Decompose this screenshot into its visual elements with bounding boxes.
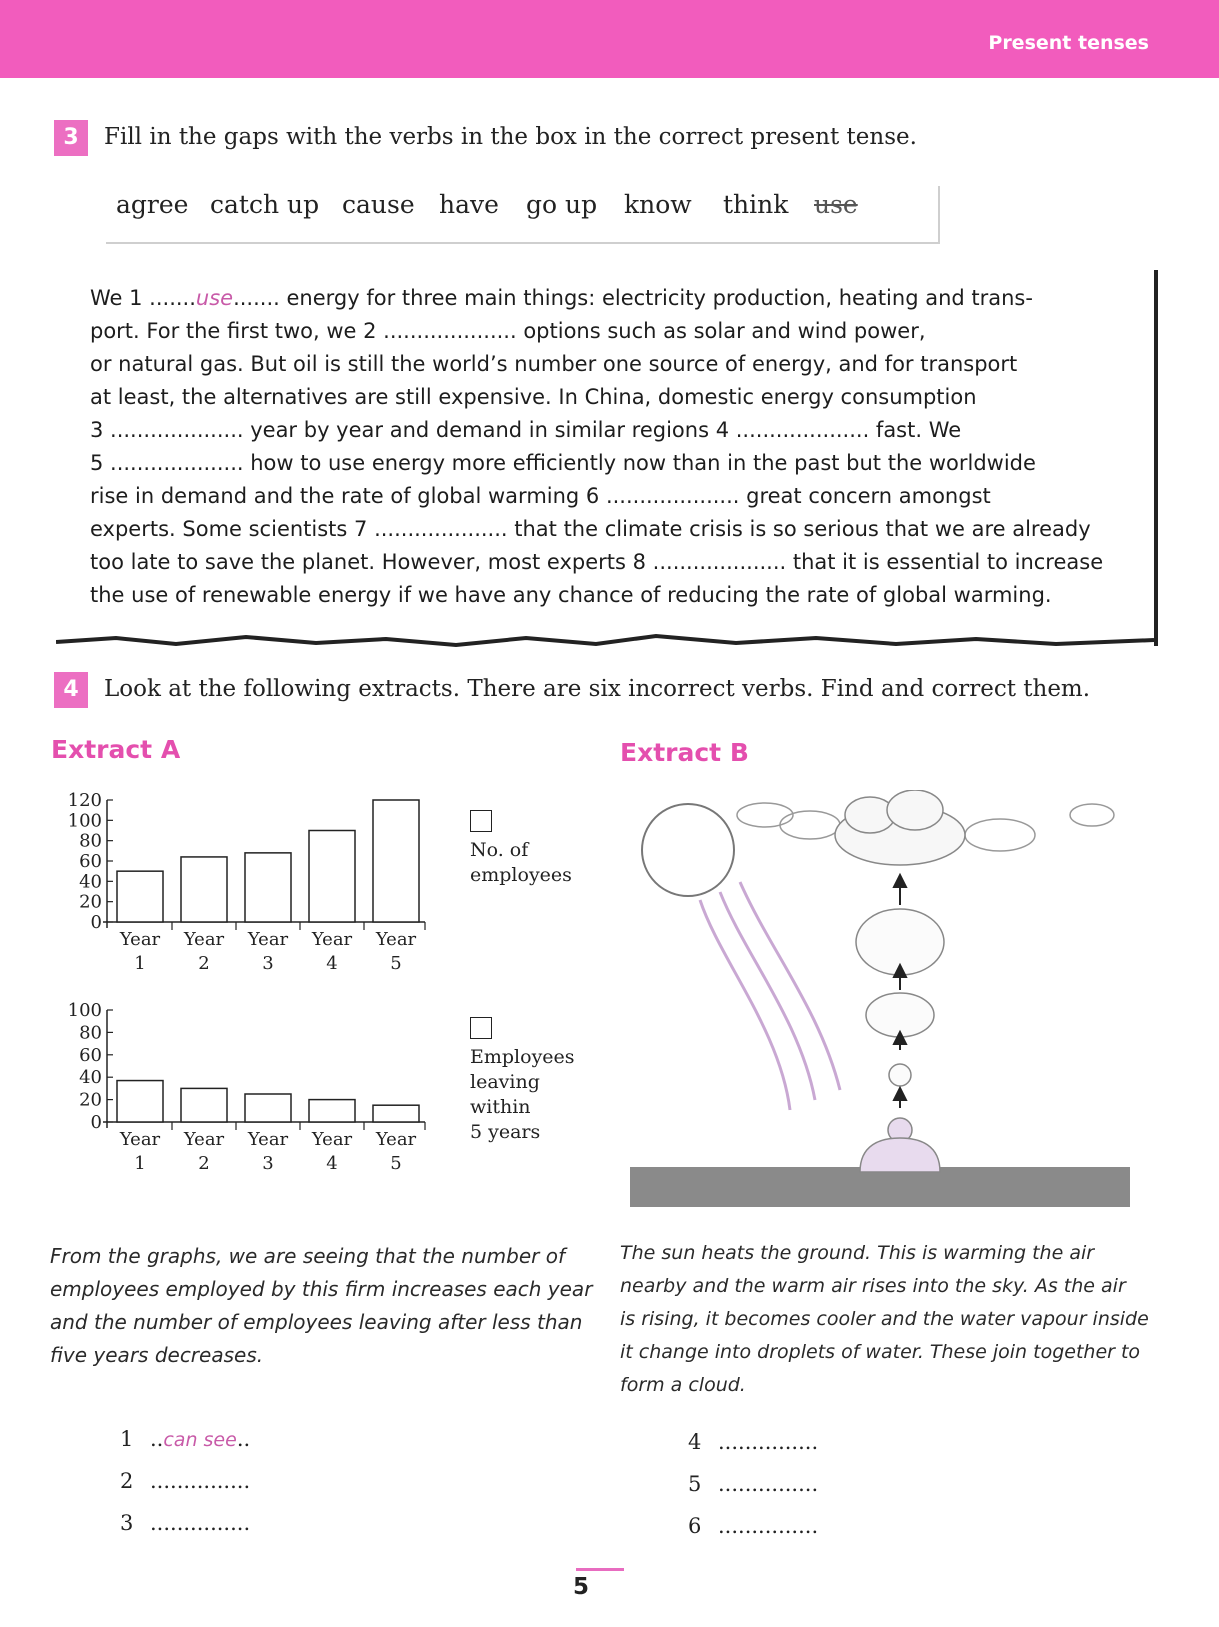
section-title: Present tenses [988,32,1149,54]
x-tick-label: Year [247,1129,289,1150]
text-line-9: too late to save the planet. However, most experts 8 .................... that it is essential to increase [90,550,1104,574]
header-bar [0,0,1219,78]
answer-row: 3 ............... [120,1511,251,1535]
answer-row: 5 ............... [688,1472,819,1496]
answer-row: 6 ............... [688,1514,819,1538]
extract-a-title: Extract A [51,735,181,764]
x-tick-label: 1 [134,1153,146,1174]
x-tick-label: Year [119,929,161,950]
x-tick-label: Year [375,929,417,950]
y-tick-label: 80 [79,830,102,852]
text-line-1: We 1 .......use....... energy for three main things: electricity production, heating and trans- [90,286,1033,310]
chart-employees [40,790,460,1010]
word-cause: cause [342,190,415,219]
sun-icon [642,804,734,896]
exercise-4-number: 4 [54,672,88,708]
bar [373,1105,419,1122]
x-tick-label: 4 [326,1153,338,1174]
exercise-3-number: 3 [54,120,88,156]
page-number: 5 [573,1574,590,1600]
y-tick-label: 100 [67,810,102,832]
text-line-10: the use of renewable energy if we have any chance of reducing the rate of global warming. [90,583,1052,607]
x-tick-label: Year [183,1129,225,1150]
x-tick-label: 3 [262,1153,274,1174]
torn-paper-edge [56,632,1156,652]
y-tick-label: 100 [67,1000,102,1021]
text-line-2: port. For the first two, we 2 .................... options such as solar and wind power, [90,319,926,343]
x-tick-label: 5 [390,1153,402,1174]
x-tick-label: Year [375,1129,417,1150]
handwritten-answer: can see [163,1429,237,1451]
bar [373,800,419,922]
bar [117,871,163,922]
text-line-6: 5 .................... how to use energy more efficiently now than in the past but the worldwide [90,451,1036,475]
word-know: know [624,190,692,219]
ground [630,1167,1130,1207]
word-go-up: go up [526,190,598,219]
exercise-3-instruction: Fill in the gaps with the verbs in the box in the correct present tense. [104,124,917,150]
y-tick-label: 0 [90,1112,102,1133]
text-line-3: or natural gas. But oil is still the world’s number one source of energy, and for transport [90,352,1018,376]
bar [245,853,291,922]
word-box [106,186,940,244]
answer-row: 4 ............... [688,1430,819,1454]
word-think: think [723,190,789,219]
x-tick-label: Year [247,929,289,950]
gap-fill-text-box [60,270,1158,646]
word-use-crossed: use [814,190,858,219]
extract-b-text: The sun heats the ground. This is warming the air nearby and the warm air rises into the sky. As the air is rising, it becomes cooler and the water vapour inside it change into droplets of water. These join together to form a cloud. [620,1242,1149,1396]
x-tick-label: 3 [262,953,274,974]
legend-employees: No. of employees [470,810,572,888]
bar [309,831,355,923]
text-line-5: 3 .................... year by year and demand in similar regions 4 .................... fast. We [90,418,962,442]
bar [245,1094,291,1122]
water-cycle-diagram [630,790,1150,1210]
text-line-4: at least, the alternatives are still expensive. In China, domestic energy consumption [90,385,977,409]
page-number-line [576,1568,624,1571]
text-line-7: rise in demand and the rate of global warming 6 .................... great concern amongst [90,484,991,508]
legend-swatch-1 [470,810,492,832]
y-tick-label: 80 [79,1022,102,1044]
x-tick-label: Year [311,1129,353,1150]
y-tick-label: 40 [79,871,102,893]
y-tick-label: 120 [67,790,102,811]
answer-row: 2 ............... [120,1469,251,1493]
bar [181,1088,227,1122]
bar [117,1081,163,1122]
y-tick-label: 20 [79,1089,102,1111]
bar [181,857,227,922]
x-tick-label: 4 [326,953,338,974]
word-catch-up: catch up [210,190,320,219]
y-tick-label: 40 [79,1067,102,1089]
extract-a-text: From the graphs, we are seeing that the number of employees employed by this firm increases each year and the number of employees leaving after less than five years decreases. [50,1244,593,1367]
answer-row: 1 ..can see.. [120,1427,251,1451]
y-tick-label: 60 [79,1044,102,1066]
x-tick-label: 2 [198,953,210,974]
word-have: have [439,190,499,219]
bar [309,1100,355,1122]
x-tick-label: 1 [134,953,146,974]
extract-b-title: Extract B [620,738,749,767]
chart-employees-leaving [40,1000,460,1220]
y-tick-label: 0 [90,912,102,933]
word-agree: agree [116,190,189,219]
x-tick-label: Year [183,929,225,950]
x-tick-label: Year [311,929,353,950]
gap-fill-paragraph [90,282,1180,612]
x-tick-label: 2 [198,1153,210,1174]
x-tick-label: 5 [390,953,402,974]
text-line-8: experts. Some scientists 7 .................... that the climate crisis is so serious that we are already [90,517,1091,541]
legend-employees-leaving: Employees leaving within 5 years [470,1017,575,1145]
handwritten-answer-1: use [195,286,234,310]
main-cloud-icon [835,790,965,865]
y-tick-label: 20 [79,891,102,913]
y-tick-label: 60 [79,851,102,872]
legend-swatch-2 [470,1017,492,1039]
x-tick-label: Year [119,1129,161,1150]
exercise-4-instruction: Look at the following extracts. There are six incorrect verbs. Find and correct them. [104,676,1091,702]
